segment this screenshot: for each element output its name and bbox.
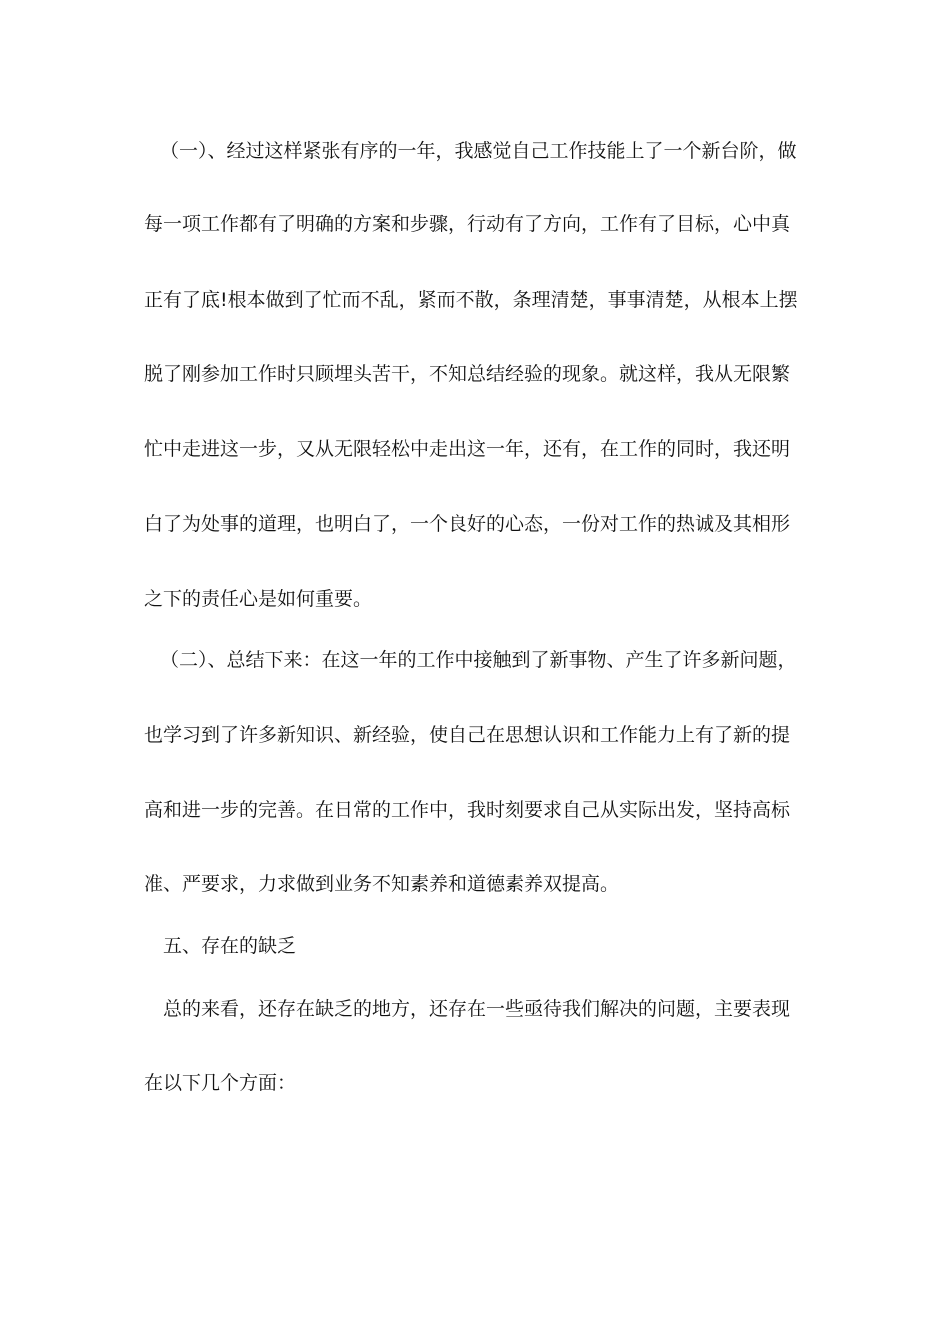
section-heading: 五、存在的缺乏: [163, 935, 297, 957]
paragraph-3-line-2: 在以下几个方面：: [144, 1072, 297, 1094]
paragraph-2-line-3: 高和进一步的完善。在日常的工作中，我时刻要求自己从实际出发，坚持高标: [144, 799, 791, 821]
paragraph-1-line-4: 脱了刚参加工作时只顾埋头苦干，不知总结经验的现象。就这样，我从无限繁: [144, 363, 791, 385]
paragraph-1-line-5: 忙中走进这一步，又从无限轻松中走出这一年，还有，在工作的同时，我还明: [144, 438, 791, 460]
paragraph-2-line-4: 准、严要求，力求做到业务不知素养和道德素养双提高。: [144, 873, 620, 895]
paragraph-3-line-1: 总的来看，还存在缺乏的地方，还存在一些亟待我们解决的问题，主要表现: [163, 998, 791, 1020]
paragraph-1-line-6: 白了为处事的道理，也明白了，一个良好的心态，一份对工作的热诚及其相形: [144, 513, 791, 535]
paragraph-1-line-7: 之下的责任心是如何重要。: [144, 588, 373, 610]
paragraph-2-line-2: 也学习到了许多新知识、新经验，使自己在思想认识和工作能力上有了新的提: [144, 724, 791, 746]
paragraph-1-line-3: 正有了底!根本做到了忙而不乱，紧而不散，条理清楚，事事清楚，从根本上摆: [144, 289, 798, 311]
paragraph-1-line-1: （一）、经过这样紧张有序的一年，我感觉自己工作技能上了一个新台阶，做: [160, 140, 797, 162]
paragraph-2-line-1: （二）、总结下来：在这一年的工作中接触到了新事物、产生了许多新问题，: [160, 649, 797, 671]
paragraph-1-line-2: 每一项工作都有了明确的方案和步骤，行动有了方向，工作有了目标，心中真: [144, 213, 791, 235]
